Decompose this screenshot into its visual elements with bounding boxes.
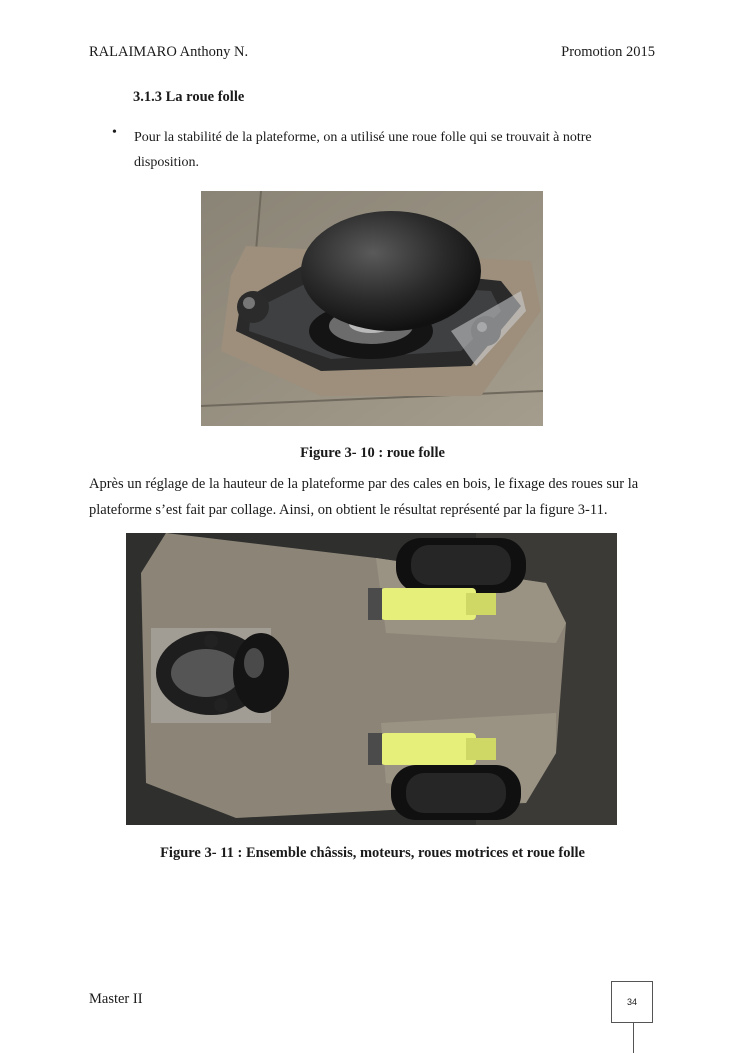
bullet-text: Pour la stabilité de la plateforme, on a utilisé une roue folle qui se trouvait à notre disposition. [134, 130, 592, 170]
figure-caption-1: Figure 3- 10 : roue folle [300, 445, 445, 461]
header-promotion: Promotion 2015 [561, 44, 655, 60]
section-title: 3.1.3 La roue folle [133, 89, 245, 105]
bullet-marker: • [112, 125, 117, 140]
header-author: RALAIMARO Anthony N. [89, 44, 249, 60]
chassis-assembly-photo [126, 533, 617, 825]
page-number: 34 [611, 981, 653, 1023]
body-paragraph: Après un réglage de la hauteur de la plateforme par des cales en bois, le fixage des roues sur la plateforme s’est fait par collage. Ainsi, on obtient le résultat représenté par la figure 3-11. [89, 476, 639, 518]
footer-label: Master II [89, 991, 143, 1007]
figure-caption-2: Figure 3- 11 : Ensemble châssis, moteurs, roues motrices et roue folle [160, 845, 585, 861]
caster-wheel-photo [201, 191, 543, 426]
page-number-connector [633, 1023, 634, 1053]
